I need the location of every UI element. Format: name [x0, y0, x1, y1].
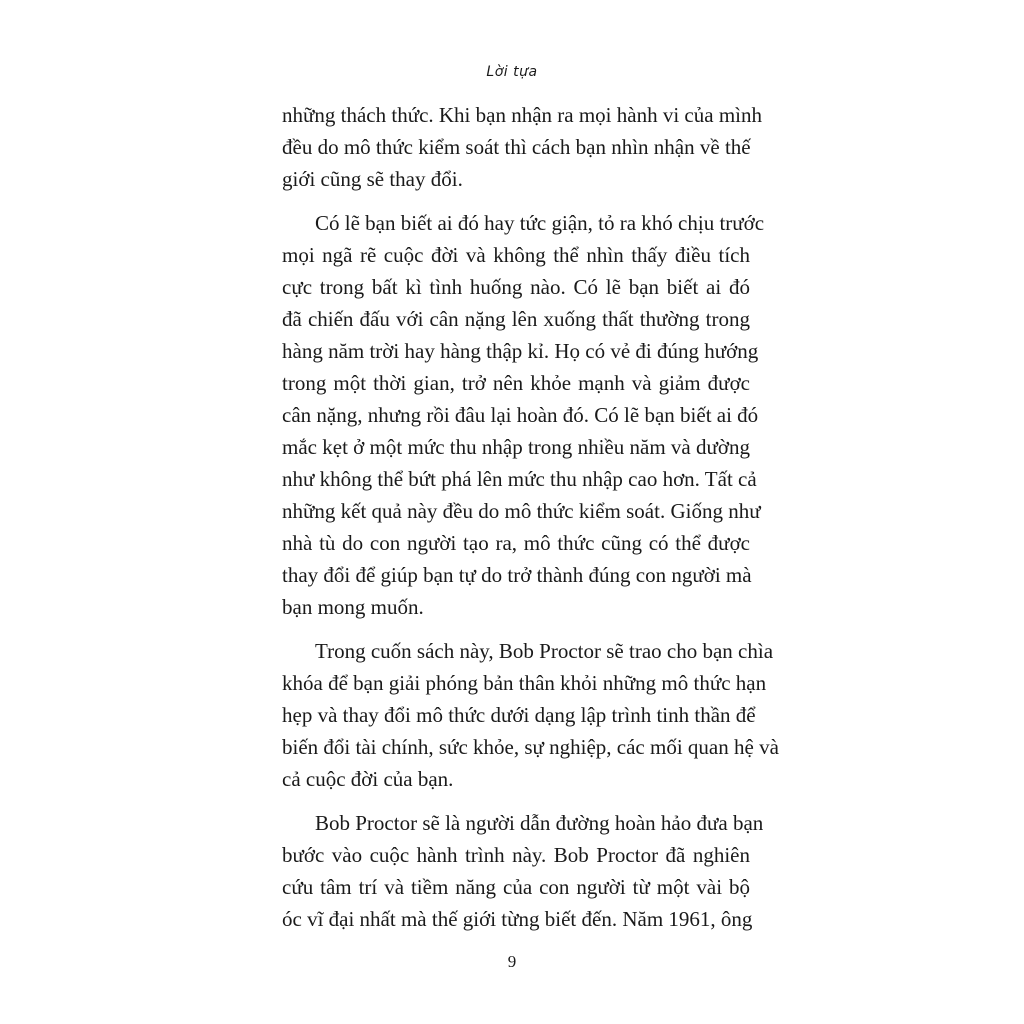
text-line: khóa để bạn giải phóng bản thân khỏi những mô thức hạn: [282, 671, 767, 695]
text-line: hàng năm trời hay hàng thập kỉ. Họ có vẻ đi đúng hướng: [282, 339, 759, 363]
text-line: mắc kẹt ở một mức thu nhập trong nhiều năm và dường: [282, 435, 750, 459]
text-line: cân nặng, nhưng rồi đâu lại hoàn đó. Có lẽ bạn biết ai đó: [282, 403, 759, 427]
text-line: Bob Proctor sẽ là người dẫn đường hoàn hảo đưa bạn: [315, 811, 764, 835]
running-header: Lời tựa: [486, 64, 538, 80]
text-line: Có lẽ bạn biết ai đó hay tức giận, tỏ ra khó chịu trước: [315, 211, 765, 235]
paragraph-2: [282, 207, 765, 623]
text-line: cứu tâm trí và tiềm năng của con người từ một vài bộ: [282, 875, 750, 899]
text-line: bạn mong muốn.: [282, 595, 424, 619]
text-line: như không thể bứt phá lên mức thu nhập cao hơn. Tất cả: [282, 467, 757, 491]
text-line: Trong cuốn sách này, Bob Proctor sẽ trao cho bạn chìa: [315, 639, 774, 663]
text-line: cả cuộc đời của bạn.: [282, 767, 454, 791]
page-number: 9: [507, 952, 517, 971]
paragraph-4: [282, 807, 764, 935]
text-line: giới cũng sẽ thay đổi.: [282, 167, 463, 191]
text-line: cực trong bất kì tình huống nào. Có lẽ bạn biết ai đó: [282, 275, 750, 299]
paragraph-1: [282, 99, 762, 195]
text-line: đều do mô thức kiểm soát thì cách bạn nhìn nhận về thế: [282, 135, 751, 159]
text-line: óc vĩ đại nhất mà thế giới từng biết đến. Năm 1961, ông: [282, 907, 753, 931]
text-line: thay đổi để giúp bạn tự do trở thành đúng con người mà: [282, 563, 752, 587]
text-line: biến đổi tài chính, sức khỏe, sự nghiệp, các mối quan hệ và: [282, 735, 779, 759]
text-line: mọi ngã rẽ cuộc đời và không thể nhìn thấy điều tích: [282, 243, 750, 267]
paragraph-3: [282, 635, 779, 795]
text-line: bước vào cuộc hành trình này. Bob Proctor đã nghiên: [282, 843, 750, 867]
body-text: [282, 99, 779, 935]
text-line: trong một thời gian, trở nên khỏe mạnh và giảm được: [282, 371, 750, 395]
text-line: hẹp và thay đổi mô thức dưới dạng lập trình tinh thần để: [282, 703, 756, 727]
text-line: đã chiến đấu với cân nặng lên xuống thất thường trong: [282, 307, 750, 331]
text-line: nhà tù do con người tạo ra, mô thức cũng có thể được: [282, 531, 750, 555]
text-line: những kết quả này đều do mô thức kiểm soát. Giống như: [282, 499, 761, 523]
text-line: những thách thức. Khi bạn nhận ra mọi hành vi của mình: [282, 103, 762, 127]
